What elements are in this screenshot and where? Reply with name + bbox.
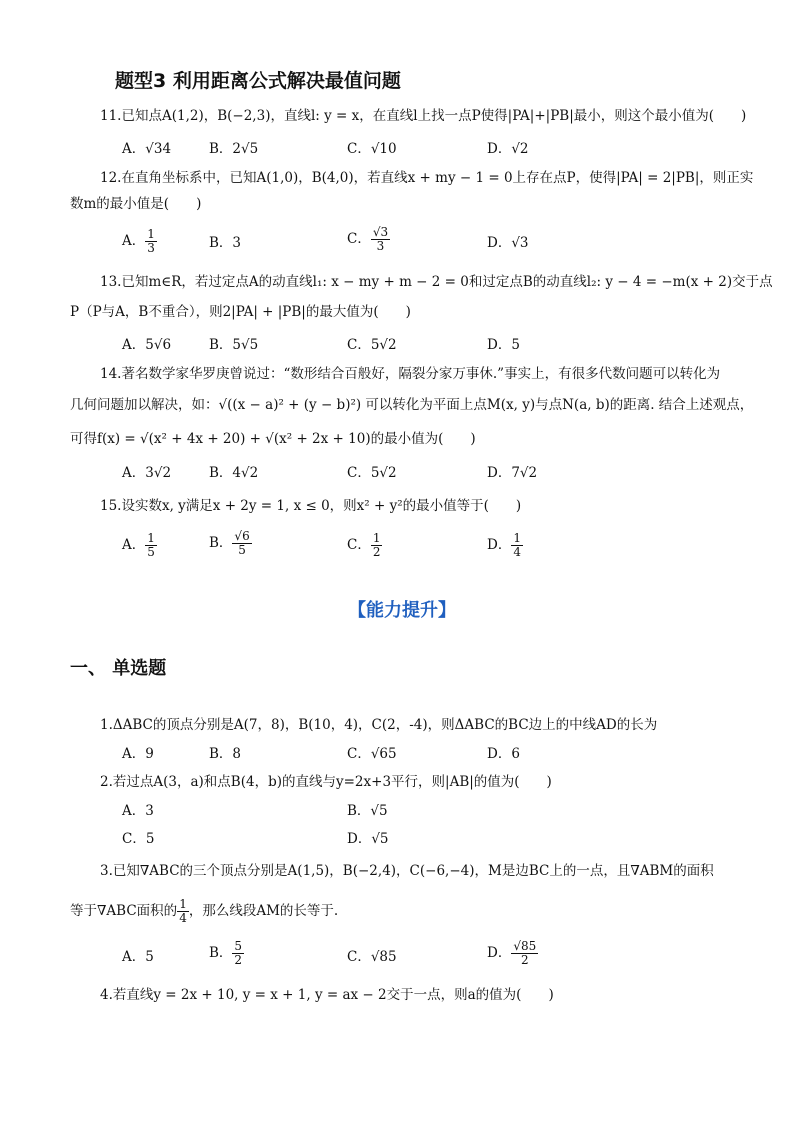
q13-option-a: A．5√6: [122, 337, 172, 353]
single-choice-heading: 一、 单选题: [70, 658, 167, 679]
fraction-numerator: 1: [147, 227, 155, 241]
p2-option-b: B．√5: [347, 803, 388, 819]
fraction-denominator: 4: [179, 911, 187, 925]
p1-option-b: B．8: [209, 746, 242, 762]
problem-4-text: 4.若直线y = 2x + 10, y = x + 1, y = ax − 2交于一点，则a的值为( ): [100, 987, 554, 1003]
p2-option-a: A．3: [122, 803, 154, 819]
fraction-denominator: 2: [234, 953, 243, 967]
q15-option-b-fraction: [232, 530, 251, 557]
problem-3-line2-prefix: 等于∇ABC面积的: [70, 903, 178, 919]
q15-option-b-label: B．: [209, 535, 233, 551]
ability-section-title: 【能力提升】: [348, 600, 456, 621]
question-15-text: 15.设实数x, y满足x + 2y = 1, x ≤ 0，则x² + y²的最小值等于( ): [100, 498, 522, 514]
q14-option-c: C．5√2: [347, 465, 397, 481]
p3-option-d: [487, 940, 538, 967]
question-11-text: 11.已知点A(1,2)，B(−2,3)，直线l: y = x，在直线l上找一点P使得|PA|+|PB|最小，则这个最小值为( ): [100, 108, 747, 124]
p3-option-c: C．√85: [347, 949, 397, 965]
q12-option-b: B．3: [209, 235, 242, 251]
q14-option-d: D．7√2: [487, 465, 538, 481]
q15-option-a: [122, 532, 157, 559]
q14-option-a: A．3√2: [122, 465, 172, 481]
q12-option-c: [347, 226, 390, 253]
fraction-numerator: 5: [234, 939, 243, 953]
q13-option-d: D．5: [487, 337, 520, 353]
question-14-line2: 几何问题加以解决，如：√((x − a)² + (y − b)²) 可以转化为平面上点M(x, y)与点N(a, b)的距离. 结合上述观点，: [70, 397, 754, 413]
q12-option-c-fraction: [371, 226, 390, 253]
q12-option-a-label: A．: [122, 233, 146, 249]
problem-1-text: 1.ΔABC的顶点分别是A(7，8)，B(10，4)，C(2，-4)，则ΔABC的BC边上的中线AD的长为: [100, 717, 658, 733]
q12-option-a: [122, 228, 157, 255]
q15-option-a-label: A．: [122, 537, 146, 553]
p3-option-b: [209, 940, 244, 967]
p1-option-c: C．√65: [347, 746, 397, 762]
q11-option-b: B．2√5: [209, 141, 259, 157]
fraction-numerator: 1: [179, 897, 187, 911]
fraction-denominator: 3: [376, 239, 385, 253]
p1-option-d: D．6: [487, 746, 520, 762]
q15-option-d: [487, 532, 523, 559]
question-12-line1: 12.在直角坐标系中，已知A(1,0)，B(4,0)，若直线x + my − 1 = 0上存在点P，使得|PA| = 2|PB|，则正实: [100, 170, 754, 186]
q15-option-c-fraction: [371, 532, 383, 559]
q15-option-c: [347, 532, 382, 559]
problem-2-text: 2.若过点A(3，a)和点B(4，b)的直线与y=2x+3平行，则|AB|的值为( ): [100, 774, 552, 790]
q13-option-c: C．5√2: [347, 337, 397, 353]
problem-3-line2: [70, 898, 338, 925]
q12-option-a-fraction: [145, 228, 157, 255]
q11-option-c: C．√10: [347, 141, 397, 157]
q15-option-b: [209, 530, 252, 557]
problem-3-fraction: [177, 898, 189, 925]
p3-option-a: A．5: [122, 949, 154, 965]
p1-option-a: A．9: [122, 746, 154, 762]
fraction-numerator: √3: [372, 225, 389, 239]
fraction-denominator: 3: [147, 241, 155, 255]
p2-option-d: D．√5: [347, 831, 389, 847]
section-title: 题型3 利用距离公式解决最值问题: [115, 70, 401, 92]
q13-option-b: B．5√5: [209, 337, 259, 353]
question-14-line3: 可得f(x) = √(x² + 4x + 20) + √(x² + 2x + 10)的最小值为( ): [70, 431, 476, 447]
q15-option-c-label: C．: [347, 537, 371, 553]
q15-option-d-label: D．: [487, 537, 512, 553]
problem-3-line2-suffix: ，那么线段AM的长等于.: [188, 903, 339, 919]
q12-option-c-label: C．: [347, 231, 371, 247]
fraction-denominator: 5: [238, 543, 246, 557]
problem-3-line1: 3.已知∇ABC的三个顶点分别是A(1,5)，B(−2,4)，C(−6,−4)，M是边BC上的一点，且∇ABM的面积: [100, 863, 714, 879]
fraction-numerator: 1: [372, 531, 381, 545]
p3-option-d-fraction: [511, 940, 538, 967]
fraction-denominator: 2: [372, 545, 381, 559]
fraction-numerator: √6: [234, 529, 250, 543]
q11-option-d: D．√2: [487, 141, 529, 157]
q15-option-a-fraction: [145, 532, 157, 559]
q12-option-d: D．√3: [487, 235, 529, 251]
fraction-numerator: 1: [147, 531, 155, 545]
q14-option-b: B．4√2: [209, 465, 259, 481]
p3-option-d-label: D．: [487, 945, 512, 961]
question-13-line1: 13.已知m∈R，若过定点A的动直线l₁: x − my + m − 2 = 0和过定点B的动直线l₂: y − 4 = −m(x + 2)交于点: [100, 274, 773, 290]
question-12-line2: 数m的最小值是( ): [70, 196, 202, 212]
question-14-line1: 14.著名数学家华罗庚曾说过：“数形结合百般好，隔裂分家万事休.”事实上，有很多代数问题可以转化为: [100, 366, 721, 382]
fraction-denominator: 4: [513, 545, 521, 559]
q11-option-a: A．√34: [122, 141, 172, 157]
fraction-denominator: 5: [147, 545, 155, 559]
fraction-numerator: 1: [513, 531, 521, 545]
p3-option-b-label: B．: [209, 945, 233, 961]
fraction-numerator: √85: [513, 939, 537, 953]
fraction-denominator: 2: [520, 953, 529, 967]
q15-option-d-fraction: [511, 532, 523, 559]
question-13-line2: P（P与A，B不重合），则2|PA| + |PB|的最大值为( ): [70, 304, 411, 320]
p3-option-b-fraction: [232, 940, 244, 967]
p2-option-c: C．5: [122, 831, 155, 847]
